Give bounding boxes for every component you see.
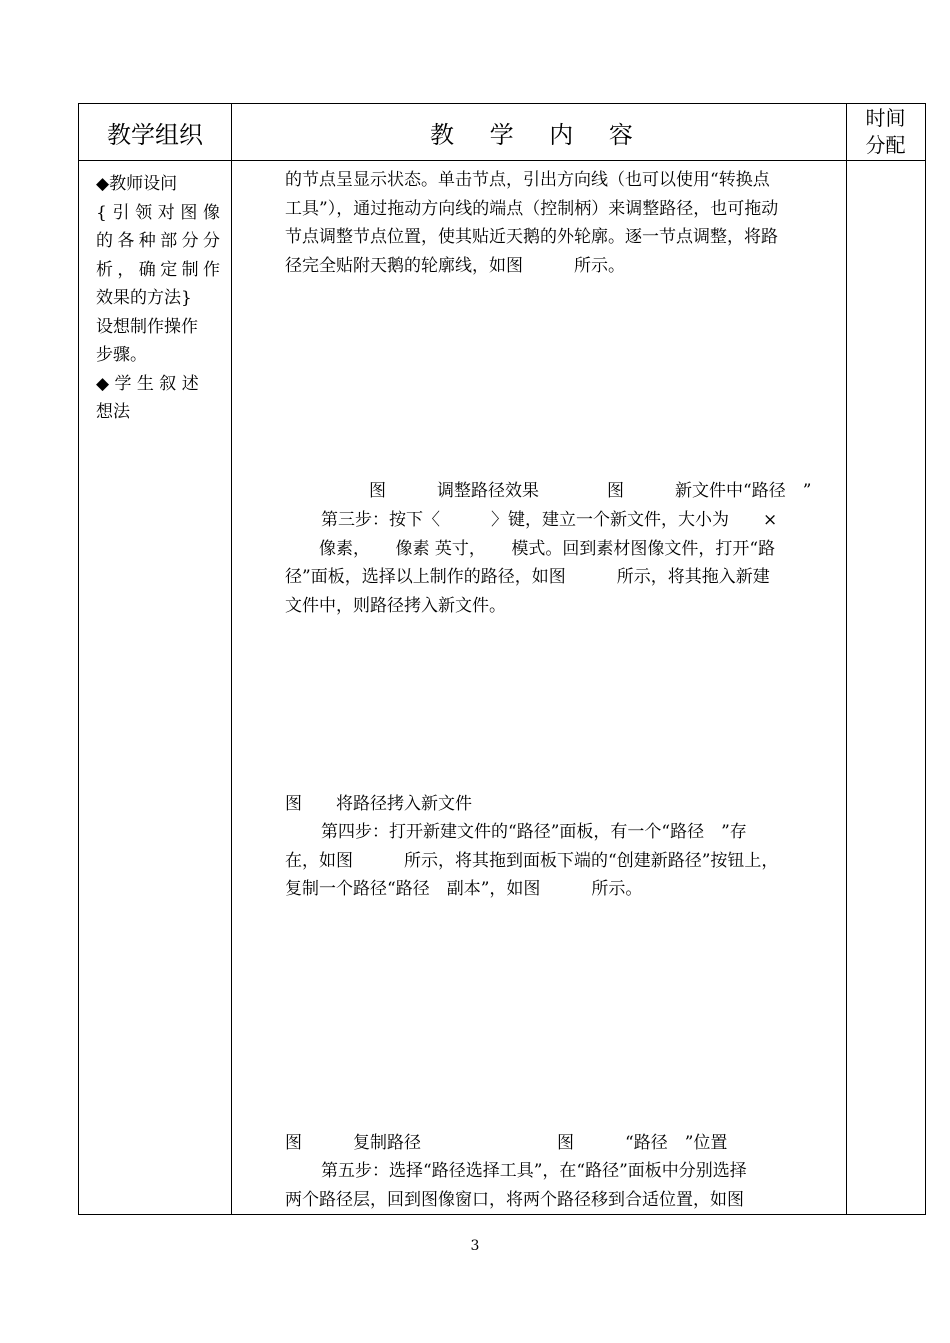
page-number: 3 bbox=[470, 1238, 480, 1254]
text-line: 径完全贴附天鹅的轮廓线，如图 所示。 bbox=[285, 255, 625, 276]
text-line: 第五步：选择“路径选择工具”，在“路径”面板中分别选择 bbox=[321, 1161, 747, 1181]
text-line: 第四步：打开新建文件的“路径”面板，有一个“路径 ”存 bbox=[321, 822, 747, 842]
paragraph-1 bbox=[285, 166, 841, 280]
header-content: 教 学 内 容 bbox=[430, 120, 647, 149]
paragraph-3 bbox=[285, 818, 841, 904]
header-time-line2: 分配 bbox=[865, 133, 906, 157]
column-divider bbox=[231, 104, 232, 1214]
text-line: 径”面板，选择以上制作的路径，如图 所示，将其拖入新建 bbox=[285, 567, 770, 587]
text-line: 复制一个路径“路径 副本”，如图 所示。 bbox=[285, 879, 643, 899]
left-line: 的各种部分分 bbox=[96, 231, 220, 251]
paragraph-2 bbox=[285, 506, 841, 620]
left-line: 设想制作操作 bbox=[96, 316, 198, 337]
figure-caption-3: 图 复制路径 图 “路径 ”位置 bbox=[285, 1133, 728, 1153]
text-line: 文件中，则路径拷入新文件。 bbox=[285, 595, 506, 616]
left-line: {引领对图像 bbox=[96, 202, 220, 223]
text-line: 第三步：按下〈 〉键，建立一个新文件，大小为 × bbox=[321, 510, 778, 530]
figure-caption-1: 图 调整路径效果 图 新文件中“路径 ” bbox=[369, 481, 812, 501]
header-divider bbox=[79, 160, 925, 161]
column-divider bbox=[846, 104, 847, 1214]
paragraph-4 bbox=[285, 1157, 841, 1214]
teaching-organization-column bbox=[96, 170, 220, 427]
text-line: 工具”），通过拖动方向线的端点（控制柄）来调整路径，也可拖动 bbox=[285, 198, 779, 219]
left-line: ◆ 学 生 叙 述 bbox=[96, 373, 199, 394]
left-line: 效果的方法} bbox=[96, 288, 192, 308]
text-line: 像素， 像素 英寸， 模式。回到素材图像文件，打开“路 bbox=[285, 538, 776, 559]
header-time bbox=[846, 104, 925, 160]
left-line: 步骤。 bbox=[96, 345, 147, 365]
text-line: 的节点呈显示状态。单击节点，引出方向线（也可以使用“转换点 bbox=[285, 170, 770, 190]
text-line: 在，如图 所示，将其拖到面板下端的“创建新路径”按钮上， bbox=[285, 850, 779, 871]
lesson-table bbox=[78, 103, 926, 1215]
header-time-line1: 时间 bbox=[865, 106, 906, 130]
left-line: 析，确定制作 bbox=[96, 259, 220, 280]
text-line: 节点调整节点位置，使其贴近天鹅的外轮廓。逐一节点调整，将路 bbox=[285, 227, 778, 247]
left-line: 想法 bbox=[96, 402, 130, 422]
header-org: 教学组织 bbox=[107, 120, 203, 149]
figure-caption-2: 图 将路径拷入新文件 bbox=[285, 794, 472, 814]
text-line: 两个路径层，回到图像窗口，将两个路径移到合适位置，如图 bbox=[285, 1189, 744, 1210]
left-line: ◆教师设问 bbox=[96, 174, 178, 194]
